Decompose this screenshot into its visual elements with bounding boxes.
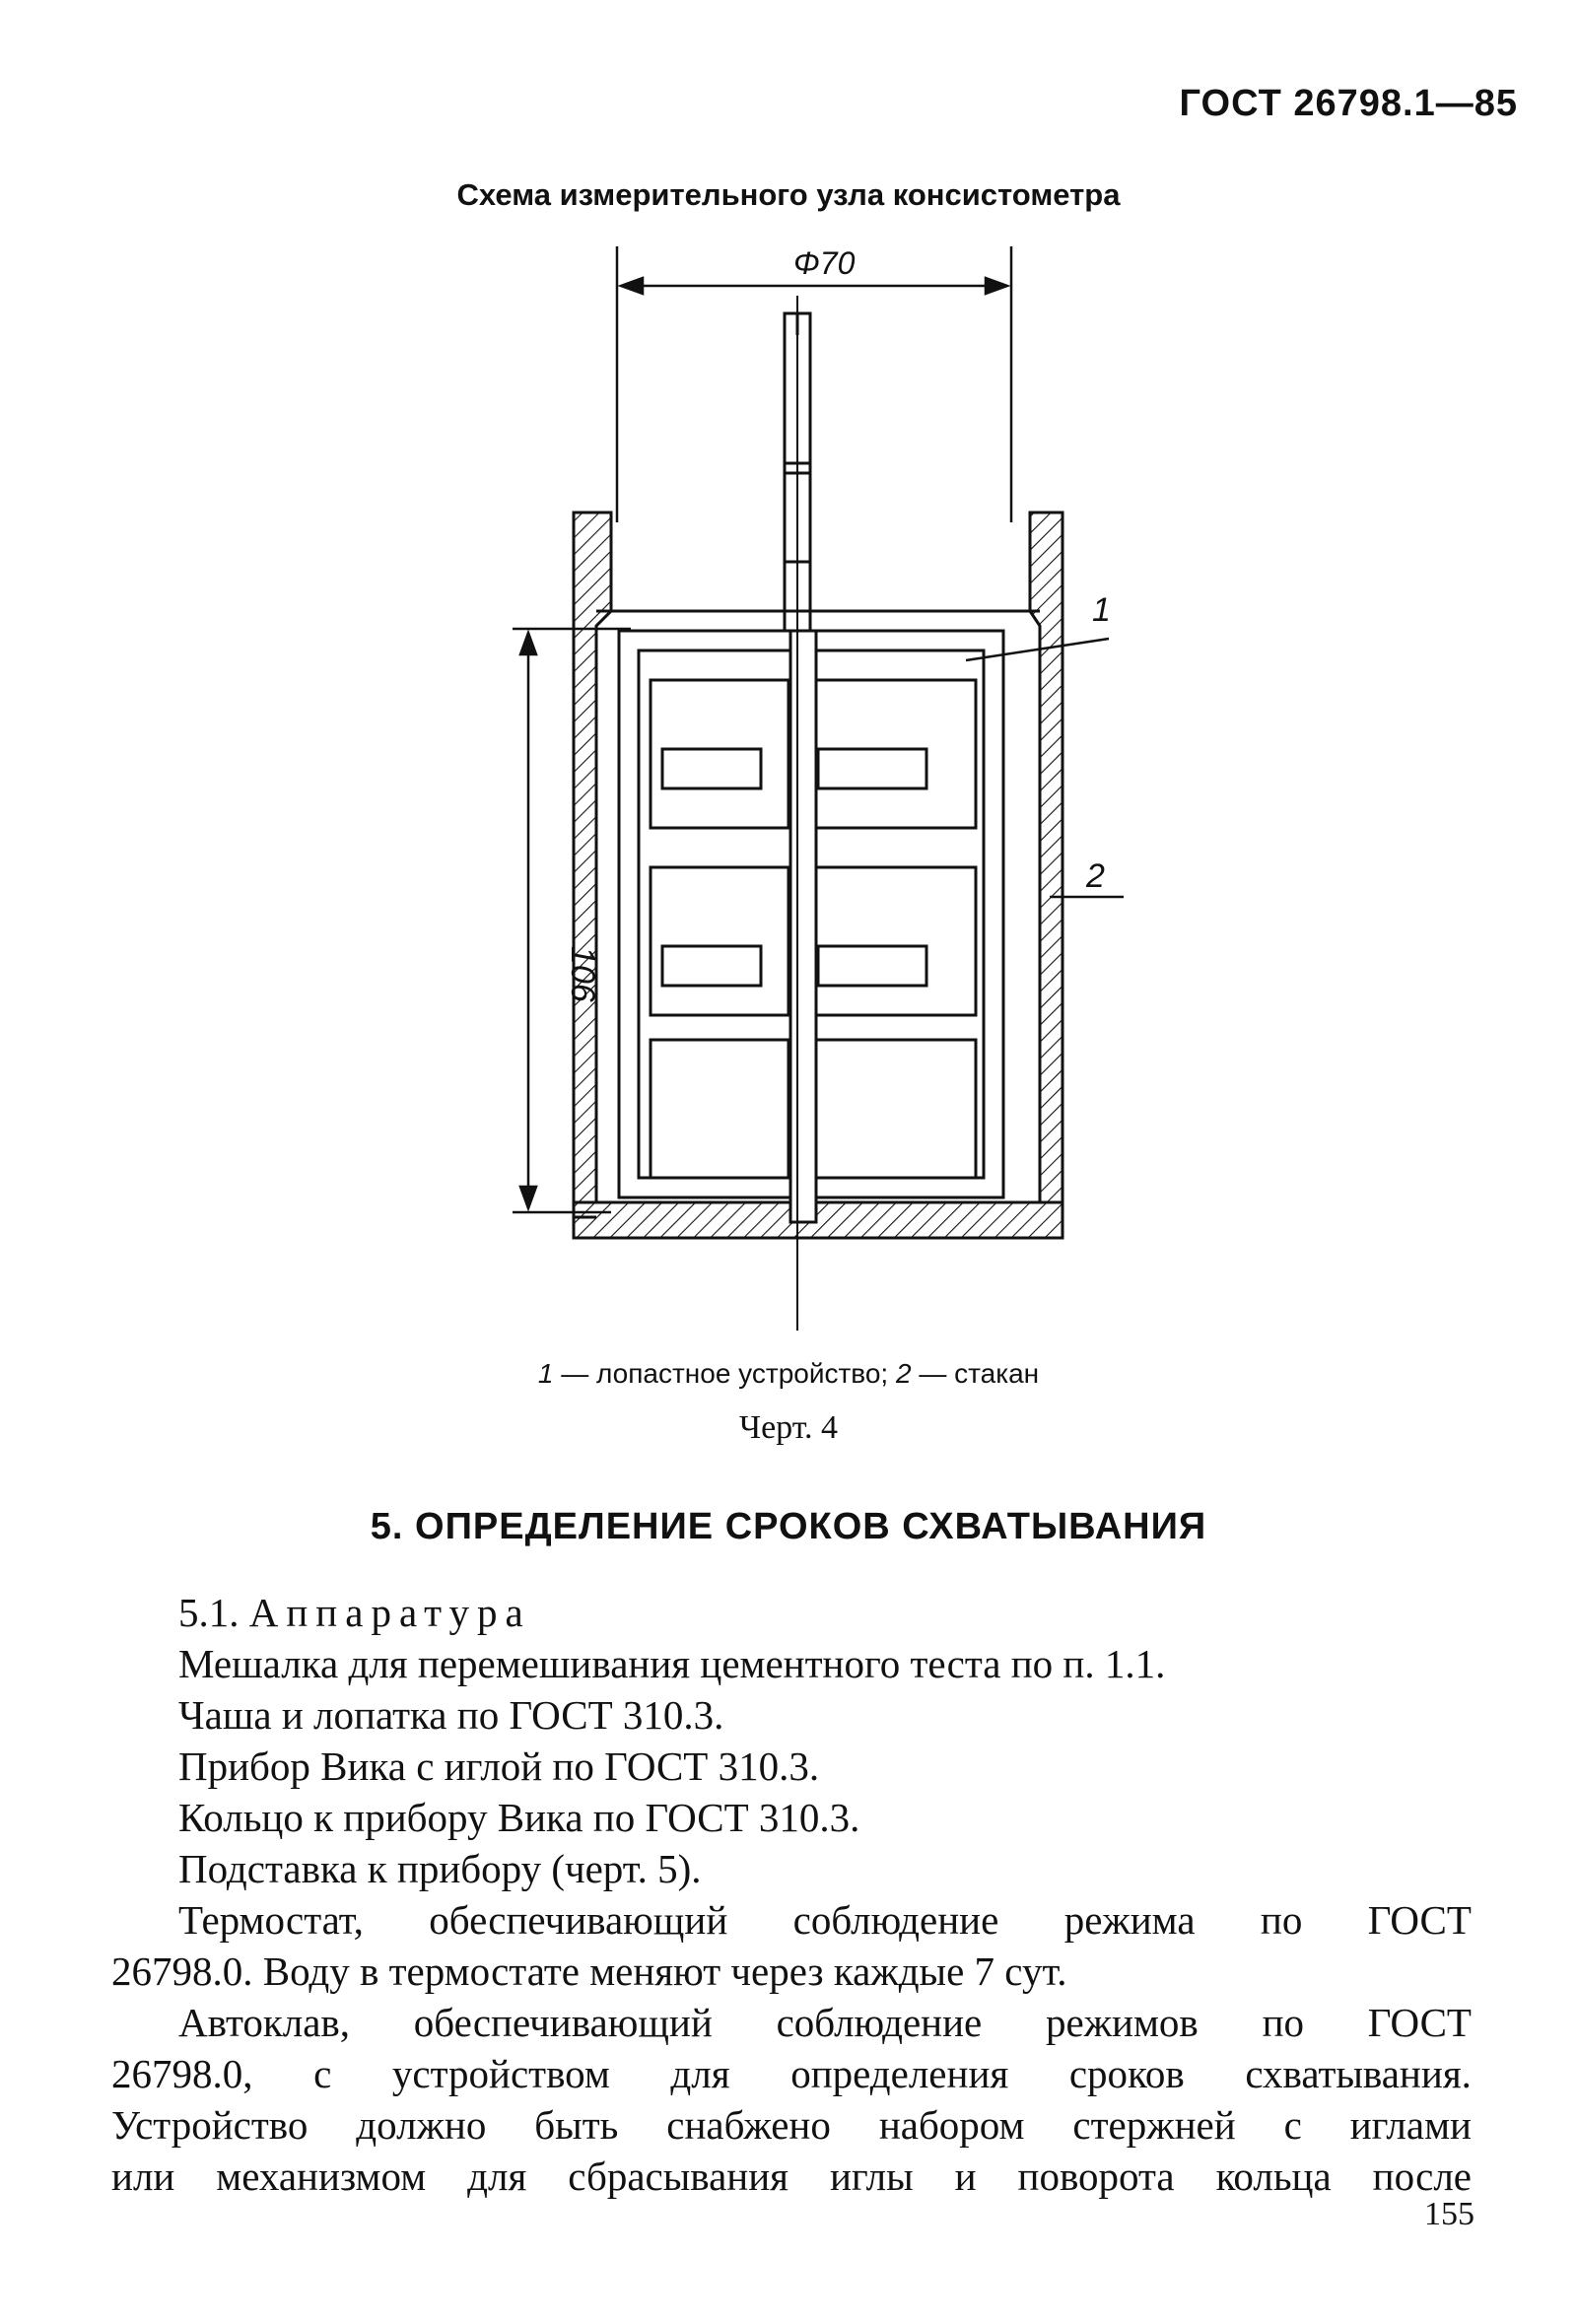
word: соблюдение	[792, 1897, 999, 1943]
word: 26798.0,	[111, 2051, 253, 2096]
word: ГОСТ	[1367, 2000, 1472, 2045]
word: с	[313, 2051, 332, 2096]
list-item: Кольцо к прибору Вика по ГОСТ 310.3.	[178, 1795, 860, 1840]
height-dimension	[513, 629, 631, 1212]
figure-title: Схема измерительного узла консистометра	[456, 177, 1121, 212]
list-item: Подставка к прибору (черт. 5).	[178, 1846, 702, 1891]
word: Термостат,	[178, 1897, 364, 1943]
word: определения	[790, 2051, 1009, 2096]
word: для	[467, 2153, 527, 2199]
word: иглами	[1349, 2102, 1472, 2148]
paragraph-line: 26798.0. Воду в термостате меняют через каждые 7 сут.	[111, 1948, 1067, 1994]
diameter-dimension	[617, 246, 1011, 522]
list-item: Чаша и лопатка по ГОСТ 310.3.	[178, 1692, 724, 1738]
word: стержней	[1072, 2102, 1236, 2148]
callout-2: 2	[1086, 857, 1105, 895]
consistometer-diagram	[473, 237, 1163, 1340]
word: должно	[356, 2102, 487, 2148]
word: Устройство	[111, 2102, 309, 2148]
word: снабжено	[666, 2102, 831, 2148]
word: после	[1372, 2153, 1472, 2199]
figure-caption	[0, 1358, 1577, 1390]
word: поворота	[1017, 2153, 1175, 2199]
section-title: 5. ОПРЕДЕЛЕНИЕ СРОКОВ СХВАТЫВАНИЯ	[370, 1506, 1207, 1547]
callout-1: 1	[1092, 591, 1111, 629]
chart-label: Черт. 4	[738, 1409, 839, 1446]
word: и	[954, 2153, 977, 2199]
paddle-device	[619, 631, 1003, 1222]
word: Автоклав,	[178, 2000, 351, 2045]
word: или	[111, 2153, 175, 2199]
word: режимов	[1046, 2000, 1199, 2045]
paragraph-line	[111, 1997, 1472, 2048]
caption-text-2: — стакан	[911, 1358, 1040, 1389]
subsection-number: 5.1.	[178, 1590, 240, 1635]
page-number: 155	[1424, 2196, 1474, 2232]
word: соблюдение	[776, 2000, 983, 2045]
word: сроков	[1068, 2051, 1185, 2096]
list-item: Прибор Вика с иглой по ГОСТ 310.3.	[178, 1743, 820, 1789]
word: схватывания.	[1245, 2051, 1472, 2096]
word: обеспечивающий	[429, 1897, 728, 1943]
paragraph-line	[111, 2048, 1472, 2099]
paragraph-line	[111, 2099, 1472, 2151]
caption-num-1: 1	[537, 1358, 554, 1389]
word: для	[670, 2051, 730, 2096]
word: ГОСТ	[1367, 1897, 1472, 1943]
document-header: ГОСТ 26798.1—85	[1179, 83, 1518, 124]
word: механизмом	[216, 2153, 427, 2199]
word: кольца	[1215, 2153, 1332, 2199]
word: иглы	[829, 2153, 914, 2199]
diameter-label: Φ70	[793, 245, 856, 281]
word: по	[1260, 1897, 1303, 1943]
height-label: 106	[564, 946, 601, 1002]
paragraph-line	[111, 1894, 1472, 1946]
caption-num-2: 2	[896, 1358, 912, 1389]
word: по	[1262, 2000, 1305, 2045]
paragraph-line	[111, 2151, 1472, 2202]
word: обеспечивающий	[413, 2000, 713, 2045]
list-item: Мешалка для перемешивания цементного теста по п. 1.1.	[178, 1641, 1166, 1686]
word: с	[1283, 2102, 1302, 2148]
word: набором	[878, 2102, 1025, 2148]
caption-text-1: — лопастное устройство;	[553, 1358, 896, 1389]
subsection-heading	[111, 1587, 1472, 1638]
word: режима	[1063, 1897, 1196, 1943]
subsection-title: Аппаратура	[248, 1590, 531, 1635]
word: быть	[534, 2102, 619, 2148]
word: устройством	[391, 2051, 610, 2096]
section-body	[111, 1587, 1472, 2202]
word: сбрасывания	[568, 2153, 789, 2199]
